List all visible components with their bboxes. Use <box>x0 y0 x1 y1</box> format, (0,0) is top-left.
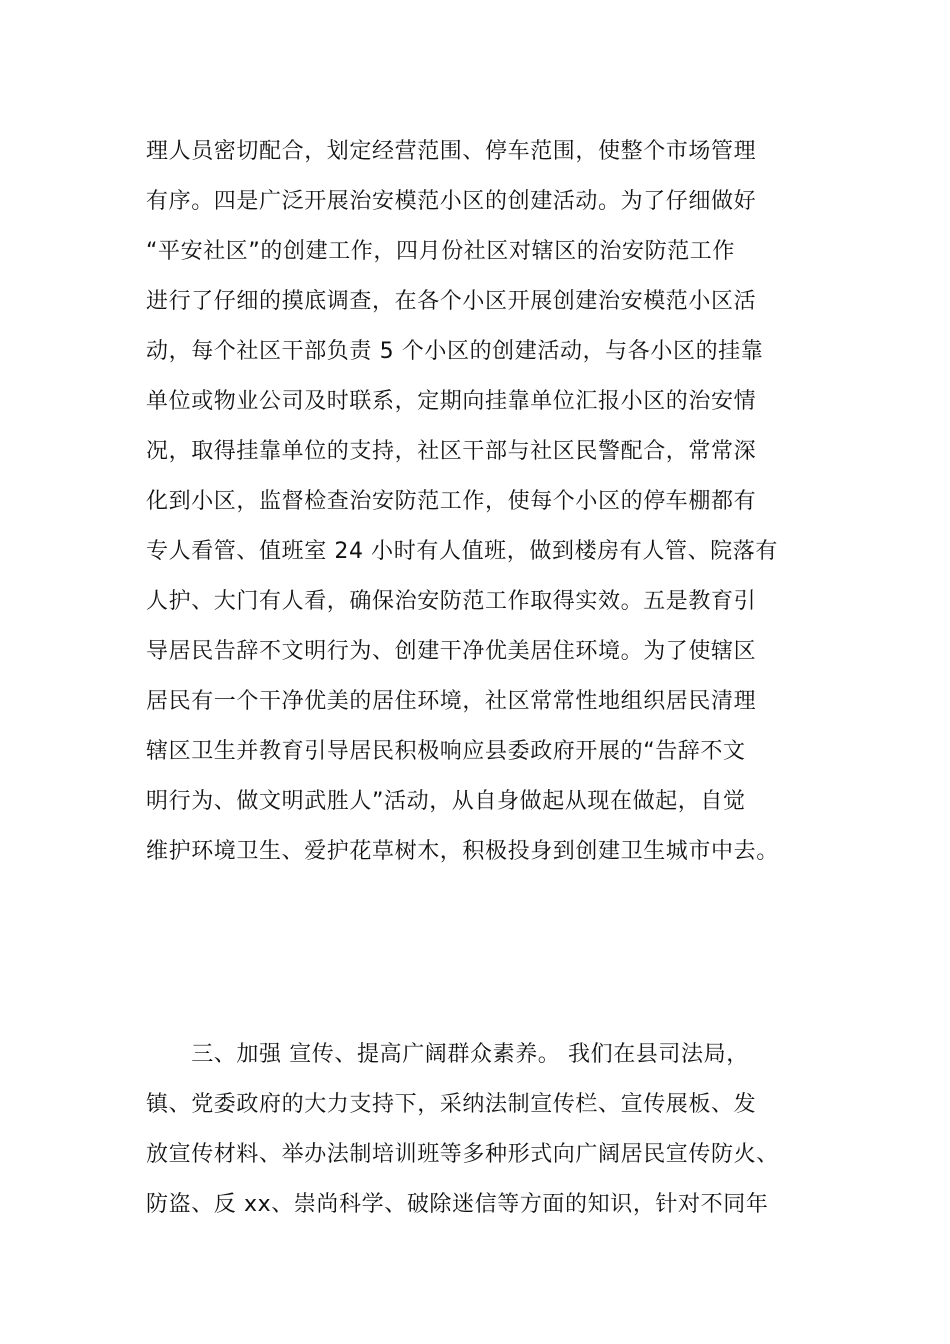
text-line: 专人看管、值班室 24 小时有人值班，做到楼房有人管、院落有 <box>146 539 778 564</box>
text-line: 放宣传材料、举办法制培训班等多种形式向广阔居民宣传防火、 <box>146 1142 779 1167</box>
text-line: 镇、党委政府的大力支持下，采纳法制宣传栏、宣传展板、发 <box>146 1092 757 1117</box>
text-line: “平安社区”的创建工作，四月份社区对辖区的治安防范工作 <box>146 239 735 264</box>
text-line: 有序。四是广泛开展治安模范小区的创建活动。为了仔细做好 <box>146 189 757 214</box>
text-line: 理人员密切配合，划定经营范围、停车范围，使整个市场管理 <box>146 139 757 164</box>
text-line: 况，取得挂靠单位的支持，社区干部与社区民警配合，常常深 <box>146 439 757 464</box>
text-line: 维护环境卫生、爱护花草树木，积极投身到创建卫生城市中去。 <box>146 839 779 864</box>
text-line: 辖区卫生并教育引导居民积极响应县委政府开展的“告辞不文 <box>146 739 746 764</box>
text-line: 明行为、做文明武胜人”活动，从自身做起从现在做起，自觉 <box>146 789 746 814</box>
text-line: 防盗、反 xx、崇尚科学、破除迷信等方面的知识，针对不同年 <box>146 1192 769 1217</box>
body-paragraph-1 <box>146 127 816 877</box>
body-paragraph-2 <box>146 1030 816 1230</box>
text-line: 动，每个社区干部负责 5 个小区的创建活动，与各小区的挂靠 <box>146 339 764 364</box>
text-line: 化到小区，监督检查治安防范工作，使每个小区的停车棚都有 <box>146 489 757 514</box>
text-line: 单位或物业公司及时联系，定期向挂靠单位汇报小区的治安情 <box>146 389 757 414</box>
text-line: 进行了仔细的摸底调查，在各个小区开展创建治安模范小区活 <box>146 289 757 314</box>
text-line: 居民有一个干净优美的居住环境，社区常常性地组织居民清理 <box>146 689 757 714</box>
section-heading-line: 三、加强 宣传、提高广阔群众素养。 我们在县司法局， <box>146 1042 749 1067</box>
text-line: 导居民告辞不文明行为、创建干净优美居住环境。为了使辖区 <box>146 639 757 664</box>
text-line: 人护、大门有人看，确保治安防范工作取得实效。五是教育引 <box>146 589 757 614</box>
